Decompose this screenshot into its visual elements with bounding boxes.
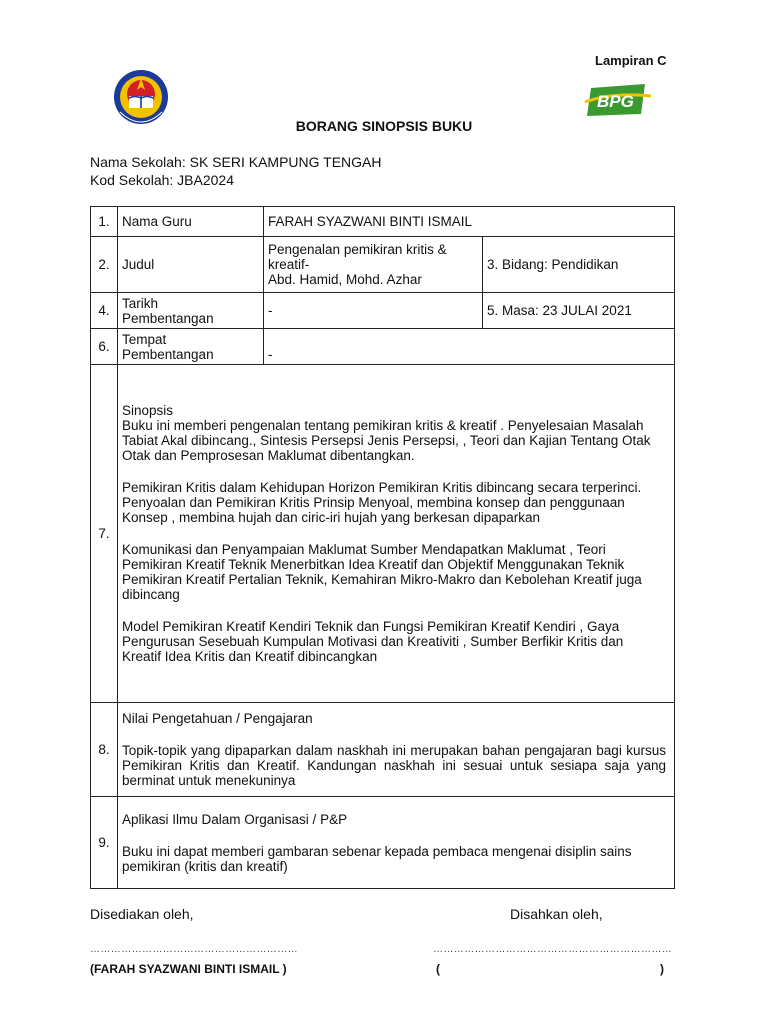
row-tempat xyxy=(91,329,675,365)
bidang-value: 3. Bidang: Pendidikan xyxy=(483,237,675,293)
preparer-name: (FARAH SYAZWANI BINTI ISMAIL ) xyxy=(90,962,287,976)
field-label: Nama Guru xyxy=(118,207,264,237)
synopsis-cell xyxy=(118,365,675,703)
title-line: Pengenalan pemikiran kritis & xyxy=(268,242,447,257)
label-line: Pembentangan xyxy=(122,310,214,326)
application-text: Buku ini dapat memberi gambaran sebenar kepada pembaca mengenai disiplin sains pemikiran (kritis dan kreatif) xyxy=(122,843,632,874)
form-title: BORANG SINOPSIS BUKU xyxy=(295,118,473,134)
label-line: Tempat xyxy=(122,331,167,347)
approver-paren-close: ) xyxy=(660,962,664,976)
school-info xyxy=(90,153,382,189)
row-aplikasi xyxy=(91,797,675,889)
row-number: 4. xyxy=(91,293,118,329)
row-number: 8. xyxy=(91,703,118,797)
author-line: Abd. Hamid, Mohd. Azhar xyxy=(268,272,422,287)
label-line: Tarikh xyxy=(122,295,159,311)
school-name: Nama Sekolah: SK SERI KAMPUNG TENGAH xyxy=(90,154,382,170)
synopsis-paragraph: Buku ini memberi pengenalan tentang pemikiran kritis & kreatif . Penyelesaian Masalah Tabiat Akal dibincang., Sintesis Persepsi Jenis Persepsi, , Teori dan Kajian Tentang Otak Otak dan Pemprosesan Maklumat dibentangkan. xyxy=(122,418,651,463)
signature-line-right: …………………………………………………………… xyxy=(433,944,673,955)
svg-text:BPG: BPG xyxy=(597,92,634,111)
application-cell xyxy=(118,797,675,889)
synopsis-label: Sinopsis xyxy=(122,403,174,418)
row-nama-guru xyxy=(91,207,675,237)
approver-paren-open: ( xyxy=(436,962,440,976)
approved-by-label: Disahkan oleh, xyxy=(510,906,603,922)
value-label: Nilai Pengetahuan / Pengajaran xyxy=(122,711,313,726)
row-judul xyxy=(91,237,675,293)
synopsis-paragraph: Model Pemikiran Kreatif Kendiri Teknik dan Fungsi Pemikiran Kreatif Kendiri , Gaya Pengurusan Sesebuah Kumpulan Motivasi dan Kreativiti , Sumber Berfikir Kritis dan Kreatif Idea Kritis dan Kreatif dibincangkan xyxy=(122,619,624,664)
row-number: 7. xyxy=(91,365,118,703)
value-cell xyxy=(118,703,675,797)
row-tarikh xyxy=(91,293,675,329)
venue-value: - xyxy=(264,329,675,365)
date-value: - xyxy=(264,293,483,329)
row-number: 6. xyxy=(91,329,118,365)
row-number: 1. xyxy=(91,207,118,237)
value-text: Topik-topik yang dipaparkan dalam naskhah ini merupakan bahan pengajaran bagi kursus Pemikiran Kritis dan Kreatif. Kandungan naskhah ini sesuai untuk sesiapa saja yang berminat untuk menekuninya xyxy=(122,743,666,788)
lampiran-label: Lampiran C xyxy=(595,53,667,68)
title-line: kreatif- xyxy=(268,257,310,272)
synopsis-paragraph: Komunikasi dan Penyampaian Maklumat Sumber Mendapatkan Maklumat , Teori Pemikiran Kreatif Teknik Menerbitkan Idea Kreatif dan Objektif Menggunakan Teknik Pemikiran Kreatif Pertalian Teknik, Kemahiran Mikro-Makro dan Kebolehan Kreatif juga dibincang xyxy=(122,542,642,602)
field-label xyxy=(118,329,264,365)
application-label: Aplikasi Ilmu Dalam Organisasi / P&P xyxy=(122,811,348,827)
field-label xyxy=(118,293,264,329)
row-number: 2. xyxy=(91,237,118,293)
signature-line-left: …………………………………………………… xyxy=(90,944,298,955)
prepared-by-label: Disediakan oleh, xyxy=(90,906,194,922)
bpg-logo-icon xyxy=(583,82,653,120)
teacher-name-value: FARAH SYAZWANI BINTI ISMAIL xyxy=(264,207,675,237)
label-line: Pembentangan xyxy=(122,346,214,362)
school-code: Kod Sekolah: JBA2024 xyxy=(90,172,234,188)
row-nilai xyxy=(91,703,675,797)
row-sinopsis xyxy=(91,365,675,703)
masa-value: 5. Masa: 23 JULAI 2021 xyxy=(483,293,675,329)
synopsis-form-table xyxy=(90,206,675,889)
field-label: Judul xyxy=(118,237,264,293)
title-value xyxy=(264,237,483,293)
row-number: 9. xyxy=(91,797,118,889)
synopsis-paragraph: Pemikiran Kritis dalam Kehidupan Horizon Pemikiran Kritis dibincang secara terperinci. Penyoalan dan Pemikiran Kritis Prinsip Menyoal, membina konsep dan penggunaan Konsep , membina hujah dan ciric-iri hujah yang berkesan dipaparkan xyxy=(122,480,642,525)
